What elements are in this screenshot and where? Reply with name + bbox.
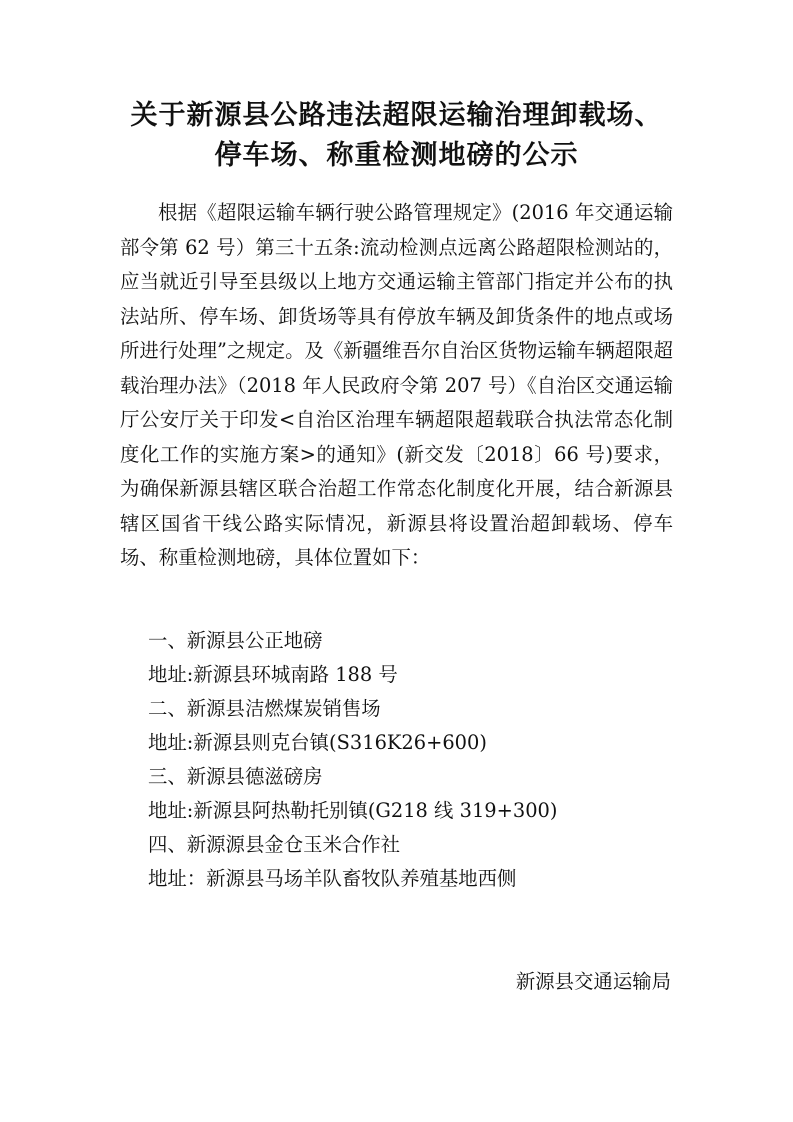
site-2-name: 二、新源县洁燃煤炭销售场 <box>148 697 381 720</box>
site-3-name: 三、新源县德滋磅房 <box>148 765 323 788</box>
site-2-address: 地址:新源县则克台镇(S316K26+600) <box>148 731 487 754</box>
site-4-address: 地址：新源县马场羊队畜牧队养殖基地西侧 <box>148 867 517 890</box>
document-title-line-1: 关于新源县公路违法超限运输治理卸载场、 <box>130 100 663 131</box>
site-4-name: 四、新源源县金仓玉米合作社 <box>148 833 401 856</box>
site-1-name: 一、新源县公正地磅 <box>148 629 323 652</box>
site-3-address: 地址:新源县阿热勒托别镇(G218 线 319+300) <box>148 799 558 822</box>
body-paragraph: 根据《超限运输车辆行驶公路管理规定》(2016 年交通运输部令第 62 号）第三十五条:流动检测点远离公路超限检测站的，应当就近引导至县级以上地方交通运输主管部门指定并公布的执法站所、停车场、卸货场等具有停放车辆及卸货条件的地点或场所进行处理”之规定。及《新疆维吾尔自治区货物运输车辆超限超载治理办法》（2018 年人民政府令第 207 号）《自治区交通运输厅公安厅关于印发<自治区治理车辆超限超载联合执法常态化制度化工作的实施方案>的通知》(新交发〔2018〕66 号)要求，为确保新源县辖区联合治超工作常态化制度化开展，结合新源县辖区国省干线公路实际情况，新源县将设置治超卸载场、停车场、称重检测地磅，具体位置如下： <box>120 201 673 569</box>
document-title-line-2: 停车场、称重检测地磅的公示 <box>214 140 579 171</box>
site-1-address: 地址:新源县环城南路 188 号 <box>148 663 398 686</box>
signature: 新源县交通运输局 <box>515 970 671 993</box>
